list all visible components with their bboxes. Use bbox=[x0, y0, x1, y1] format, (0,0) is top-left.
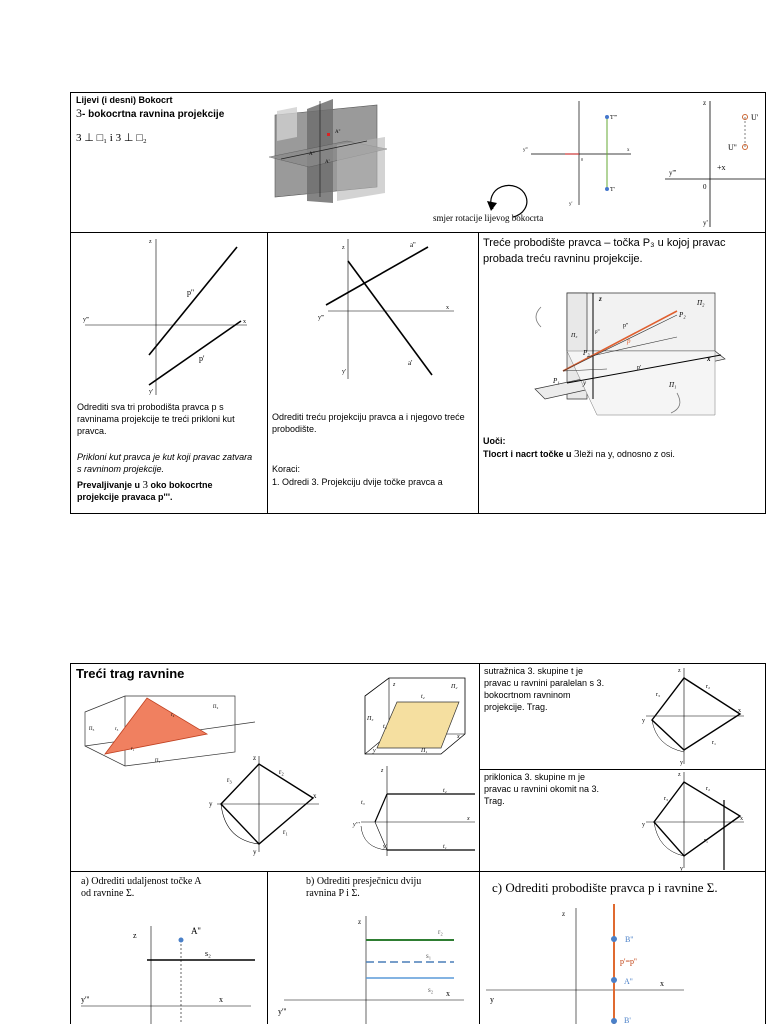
x-label: x bbox=[446, 989, 450, 998]
cell1-task: Odrediti sva tri probodišta pravca p s ravninama projekcije te treći prikloni kut pravca. bbox=[77, 402, 235, 436]
y3-label: y''' bbox=[523, 148, 529, 153]
line-a-projection-diagram bbox=[268, 233, 478, 383]
cell-b-diagram bbox=[268, 912, 479, 1024]
section1-cell-line-a bbox=[267, 232, 479, 514]
note-a: Tlocrt i nacrt točke u bbox=[483, 449, 575, 459]
cell2-steps-title: Koraci: bbox=[272, 464, 301, 474]
svg-text:A''': A''' bbox=[309, 152, 316, 157]
u2-label: U'' bbox=[728, 143, 737, 152]
cell3-title: Treće probodište pravca – točka P₃ u kojoj pravac probada treću ravninu projekcije. bbox=[483, 237, 726, 265]
x-label: x bbox=[627, 148, 630, 153]
x-label: x bbox=[457, 734, 460, 740]
section2-plane-trace-cell bbox=[70, 663, 480, 872]
t3-label: T''' bbox=[610, 115, 617, 121]
pi2-label: Π₂ bbox=[213, 705, 219, 710]
section1-cell-third-point bbox=[478, 232, 766, 514]
cell-c-diagram bbox=[480, 904, 765, 1024]
right-mid-text: priklonica 3. skupine m je pravac u ravnini okomit na 3. Trag. bbox=[484, 772, 600, 806]
y1-label: y bbox=[253, 848, 257, 856]
pi1-label: Π₁ bbox=[421, 748, 428, 754]
y-label: y bbox=[209, 800, 213, 808]
t3-label: t₃ bbox=[361, 800, 365, 806]
t2-label: t₂ bbox=[443, 788, 447, 794]
instr-b: oko bokocrtne projekcije pravaca p'''. bbox=[77, 480, 213, 502]
third-point-3d-diagram bbox=[527, 289, 727, 427]
p-label: p bbox=[627, 337, 631, 345]
pi3-label: Π₃ bbox=[367, 716, 374, 722]
r2-label: r₂ bbox=[706, 786, 711, 792]
r1-label: r₁ bbox=[283, 828, 288, 836]
r3-label: r₃ bbox=[115, 727, 119, 732]
s2-label: s₂ bbox=[428, 986, 434, 994]
z-label: z bbox=[149, 239, 152, 245]
z-label: z bbox=[703, 99, 707, 107]
z-label: z bbox=[678, 668, 681, 674]
cell-a-task: a) Odrediti udaljenost točke A od ravnine Σ. bbox=[81, 876, 201, 899]
z-label: z bbox=[381, 768, 384, 774]
y-label: y bbox=[490, 995, 494, 1004]
y1-label: y bbox=[680, 866, 683, 872]
x-label: x bbox=[243, 319, 246, 325]
cell1-instruction bbox=[77, 479, 257, 503]
r1-label: r₁ bbox=[131, 747, 135, 752]
A2-label: A'' bbox=[191, 926, 201, 936]
u1-label: U' bbox=[751, 113, 759, 122]
plane-trace-rhombus-diagram bbox=[207, 752, 327, 856]
y-label: y bbox=[373, 748, 376, 754]
x-label: x bbox=[467, 816, 470, 822]
r2-label: r₂ bbox=[438, 928, 443, 936]
B2-label: B'' bbox=[625, 935, 634, 944]
x-label: x bbox=[707, 355, 711, 363]
y3-label: y''' bbox=[278, 1007, 287, 1016]
svg-text:A': A' bbox=[325, 160, 330, 165]
x-label: x bbox=[313, 792, 317, 800]
z-label: z bbox=[393, 682, 396, 688]
plus-x-label: +x bbox=[717, 163, 726, 172]
pi1-label: Π₁ bbox=[155, 759, 161, 764]
cell1-definition: Prikloni kut pravca je kut koji pravac zatvara s ravninom projekcije. bbox=[77, 452, 253, 474]
zero-label: 0 bbox=[581, 157, 583, 162]
cell-a-diagram bbox=[71, 918, 267, 1024]
r3-label: r₃ bbox=[656, 692, 661, 698]
trace-t-diagram bbox=[351, 764, 479, 860]
p1-label: p' bbox=[199, 354, 205, 363]
y-label: y bbox=[642, 822, 645, 828]
y1-label: y' bbox=[383, 844, 387, 850]
rhombus-diagram-mid bbox=[640, 770, 750, 872]
y-label: y bbox=[583, 379, 587, 387]
y3-label: y''' bbox=[318, 315, 325, 321]
pi3-label: Π₃ bbox=[571, 333, 578, 339]
t2-label: t₂ bbox=[421, 694, 425, 700]
P1-label: P₁ bbox=[553, 377, 560, 385]
z-label: z bbox=[678, 772, 681, 778]
note-b: leži na y, odnosno z osi. bbox=[579, 449, 675, 459]
section1-title: Lijevi (i desni) Bokocrt bbox=[76, 95, 173, 105]
zero-label: 0 bbox=[703, 183, 707, 191]
section2-right-top-cell bbox=[479, 663, 766, 770]
y3-label: y''' bbox=[83, 317, 90, 323]
r1-label: r₁ bbox=[712, 740, 717, 746]
section2-cell-b bbox=[267, 871, 480, 1024]
subtitle-text: - bokocrtna ravnina projekcije bbox=[82, 109, 225, 120]
line-p-projection-diagram bbox=[71, 233, 267, 397]
t1-label: T' bbox=[610, 187, 615, 193]
a2-label: a'' bbox=[410, 241, 416, 249]
r3-label: r₃ bbox=[227, 776, 232, 784]
section2-title: Treći trag ravnine bbox=[76, 666, 185, 681]
y1-label: y' bbox=[342, 369, 347, 375]
r2-label: r₂ bbox=[706, 684, 711, 690]
subtitle-number: 3 bbox=[76, 106, 82, 120]
z-label: z bbox=[253, 754, 257, 762]
p-label: p'=p'' bbox=[620, 957, 637, 966]
t3-label: t₃ bbox=[383, 724, 387, 730]
y1-label: y' bbox=[149, 389, 154, 395]
cell2-task: Odrediti treću projekciju pravca a i njegovo treće probodište. bbox=[272, 412, 465, 434]
pi2-label: Π₂ bbox=[451, 684, 458, 690]
z-label: z bbox=[342, 245, 345, 251]
y3-label: y''' bbox=[353, 822, 360, 828]
p1-label: p' bbox=[637, 365, 642, 371]
z-label: z bbox=[358, 918, 362, 926]
section1-header-cell bbox=[70, 92, 766, 233]
section2-cell-a bbox=[70, 871, 268, 1024]
y1-label: y' bbox=[703, 219, 708, 227]
z-label: z bbox=[562, 910, 566, 918]
x-label: x bbox=[446, 305, 449, 311]
right-top-text: sutražnica 3. skupine t je pravac u ravnini paralelan s 3. bokocrtnom ravninom projekcije. Trag. bbox=[484, 666, 605, 712]
p2-label: p'' bbox=[623, 323, 629, 329]
r2-label: r₂ bbox=[171, 713, 175, 718]
y-label: y bbox=[642, 718, 645, 724]
r3-label: r₃ bbox=[664, 796, 669, 802]
rotation-caption: smjer rotacije lijevog bokocrta bbox=[433, 213, 544, 223]
a1-label: a' bbox=[408, 359, 413, 367]
A2-label: A'' bbox=[624, 977, 633, 986]
s2-label: s₂ bbox=[205, 949, 211, 958]
instr-num: 3 bbox=[142, 479, 149, 491]
z-label: z bbox=[133, 931, 137, 940]
x-label: x bbox=[660, 979, 664, 988]
p2-label: p'' bbox=[187, 288, 194, 297]
svg-text:A'': A'' bbox=[335, 130, 341, 135]
P2-label: P₂ bbox=[679, 311, 686, 319]
section1-cell-line-p bbox=[70, 232, 268, 514]
y1-label: y bbox=[680, 760, 683, 766]
pi1-label: Π₁ bbox=[669, 381, 677, 389]
pi2-label: Π₂ bbox=[697, 299, 705, 307]
note-num: 3 bbox=[574, 448, 580, 460]
section2-right-mid-cell bbox=[479, 769, 766, 872]
r1-label: r₁ bbox=[704, 838, 709, 844]
x-label: x bbox=[219, 995, 223, 1004]
y3-label: y''' bbox=[669, 169, 677, 177]
pi3-label: Π₃ bbox=[89, 727, 95, 732]
P3-label: P₃ bbox=[583, 349, 590, 357]
cell2-step1: 1. Odredi 3. Projekciju dvije točke pravca a bbox=[272, 477, 443, 487]
s1-label: s₁ bbox=[426, 952, 432, 960]
r2-label: r₂ bbox=[279, 768, 284, 776]
B1-label: B' bbox=[624, 1016, 631, 1024]
cell3-note-title: Uoči: bbox=[483, 436, 506, 446]
cell-b-task: b) Odrediti presječnicu dviju ravnina P i Σ. bbox=[306, 876, 422, 899]
section1-formula: 3 ⊥ □₁ i 3 ⊥ □₂ bbox=[76, 132, 147, 144]
cell-c-task: c) Odrediti probodište pravca p i ravnine Σ. bbox=[492, 880, 718, 895]
z-label: z bbox=[599, 295, 602, 303]
x-label: x bbox=[740, 816, 743, 822]
rhombus-diagram-top bbox=[640, 666, 750, 766]
point-u-projection-diagram bbox=[595, 97, 765, 229]
section2-cell-c bbox=[479, 871, 766, 1024]
y3-label: y''' bbox=[81, 995, 90, 1004]
three-planes-diagram bbox=[267, 97, 467, 205]
cell3-note bbox=[483, 448, 675, 460]
x-label: x bbox=[738, 708, 741, 714]
plane-box-3d-diagram bbox=[361, 674, 471, 760]
t1-label: t₁ bbox=[443, 844, 447, 850]
p3-label: p''' bbox=[595, 330, 601, 335]
y1-label: y' bbox=[569, 202, 573, 207]
section1-subtitle bbox=[76, 107, 224, 121]
instr-a: Prevaljivanje u bbox=[77, 480, 143, 490]
